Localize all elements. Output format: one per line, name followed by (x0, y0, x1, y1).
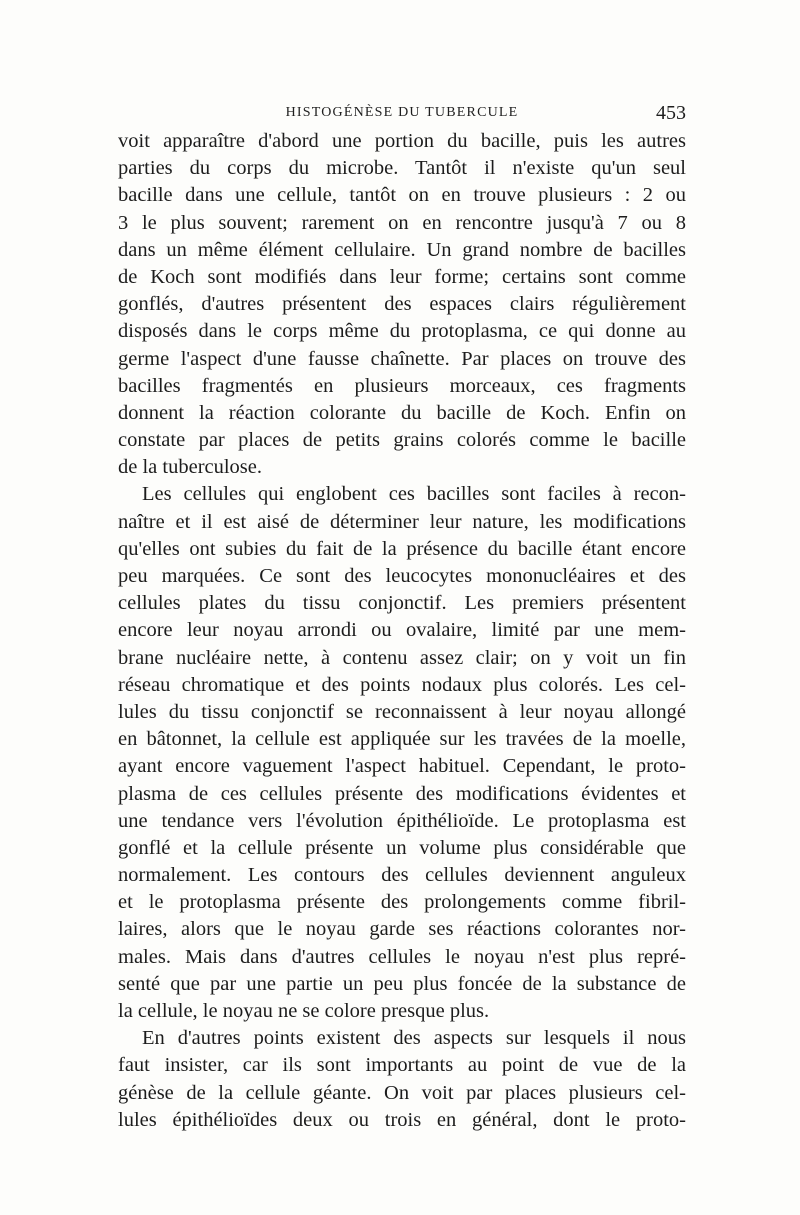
text-line: encore leur noyau arrondi ou ovalaire, limité par une mem- (118, 619, 686, 642)
text-line: voit apparaître d'abord une portion du bacille, puis les autres (118, 130, 686, 152)
text-line: génèse de la cellule géante. On voit par places plusieurs cel- (118, 1081, 686, 1104)
text-line: En d'autres points existent des aspects sur lesquels il nous (142, 1027, 686, 1050)
text-line: dans un même élément cellulaire. Un grand nombre de bacilles (118, 238, 686, 261)
text-line: ayant encore vaguement l'aspect habituel. Cependant, le proto- (118, 755, 686, 778)
text-line: qu'elles ont subies du fait de la présence du bacille étant encore (118, 537, 686, 560)
text-line: gonflé et la cellule présente un volume plus considérable que (118, 836, 686, 859)
text-line: une tendance vers l'évolution épithélioïde. Le protoplasma est (118, 809, 686, 832)
text-line: et le protoplasma présente des prolongements comme fibril- (118, 891, 686, 914)
text-line: en bâtonnet, la cellule est appliquée sur les travées de la moelle, (118, 728, 686, 751)
text-line: senté que par une partie un peu plus foncée de la substance de (118, 972, 686, 995)
text-line: la cellule, le noyau ne se colore presque plus. (118, 1000, 490, 1022)
text-line: faut insister, car ils sont importants au point de vue de la (118, 1054, 686, 1077)
paragraph-3 (118, 1025, 686, 1134)
text-line: réseau chromatique et des points nodaux plus colorés. Les cel- (118, 673, 686, 696)
text-line: naître et il est aisé de déterminer leur nature, les modifications (118, 510, 686, 533)
running-head (118, 100, 686, 126)
text-line: plasma de ces cellules présente des modifications évidentes et (118, 782, 686, 805)
text-line: peu marquées. Ce sont des leucocytes mononucléaires et des (118, 565, 686, 587)
text-line: laires, alors que le noyau garde ses réactions colorantes nor- (118, 918, 686, 941)
text-line: brane nucléaire nette, à contenu assez clair; on y voit un fin (118, 646, 686, 669)
text-line: bacille dans une cellule, tantôt on en trouve plusieurs : 2 ou (118, 184, 686, 207)
text-line: de Koch sont modifiés dans leur forme; certains sont comme (118, 265, 686, 288)
text-line: constate par places de petits grains colorés comme le bacille (118, 429, 686, 452)
text-line: germe l'aspect d'une fausse chaînette. Par places on trouve des (118, 347, 686, 370)
running-title: HISTOGÉNÈSE DU TUBERCULE (285, 105, 519, 120)
text-line: lules du tissu conjonctif se reconnaissent à leur noyau allongé (118, 700, 686, 723)
paragraph-1 (118, 128, 686, 481)
text-line: cellules plates du tissu conjonctif. Les premiers présentent (118, 592, 686, 615)
text-line: 3 le plus souvent; rarement on en rencontre jusqu'à 7 ou 8 (118, 211, 686, 234)
text-line: males. Mais dans d'autres cellules le noyau n'est plus repré- (118, 945, 686, 968)
text-line: donnent la réaction colorante du bacille de Koch. Enfin on (118, 401, 686, 424)
paragraph-2 (118, 481, 686, 1025)
text-line: gonflés, d'autres présentent des espaces clairs régulièrement (118, 293, 686, 316)
text-line: de la tuberculose. (118, 456, 263, 479)
page-number: 453 (656, 102, 686, 124)
body-text (118, 128, 686, 1134)
text-line: bacilles fragmentés en plusieurs morceaux, ces fragments (118, 374, 686, 397)
text-line: lules épithélioïdes deux ou trois en général, dont le proto- (118, 1108, 686, 1131)
text-line: disposés dans le corps même du protoplasma, ce qui donne au (118, 320, 686, 343)
text-line: Les cellules qui englobent ces bacilles sont faciles à recon- (142, 483, 686, 506)
text-line: normalement. Les contours des cellules deviennent anguleux (118, 864, 686, 887)
text-line: parties du corps du microbe. Tantôt il n'existe qu'un seul (118, 157, 686, 180)
